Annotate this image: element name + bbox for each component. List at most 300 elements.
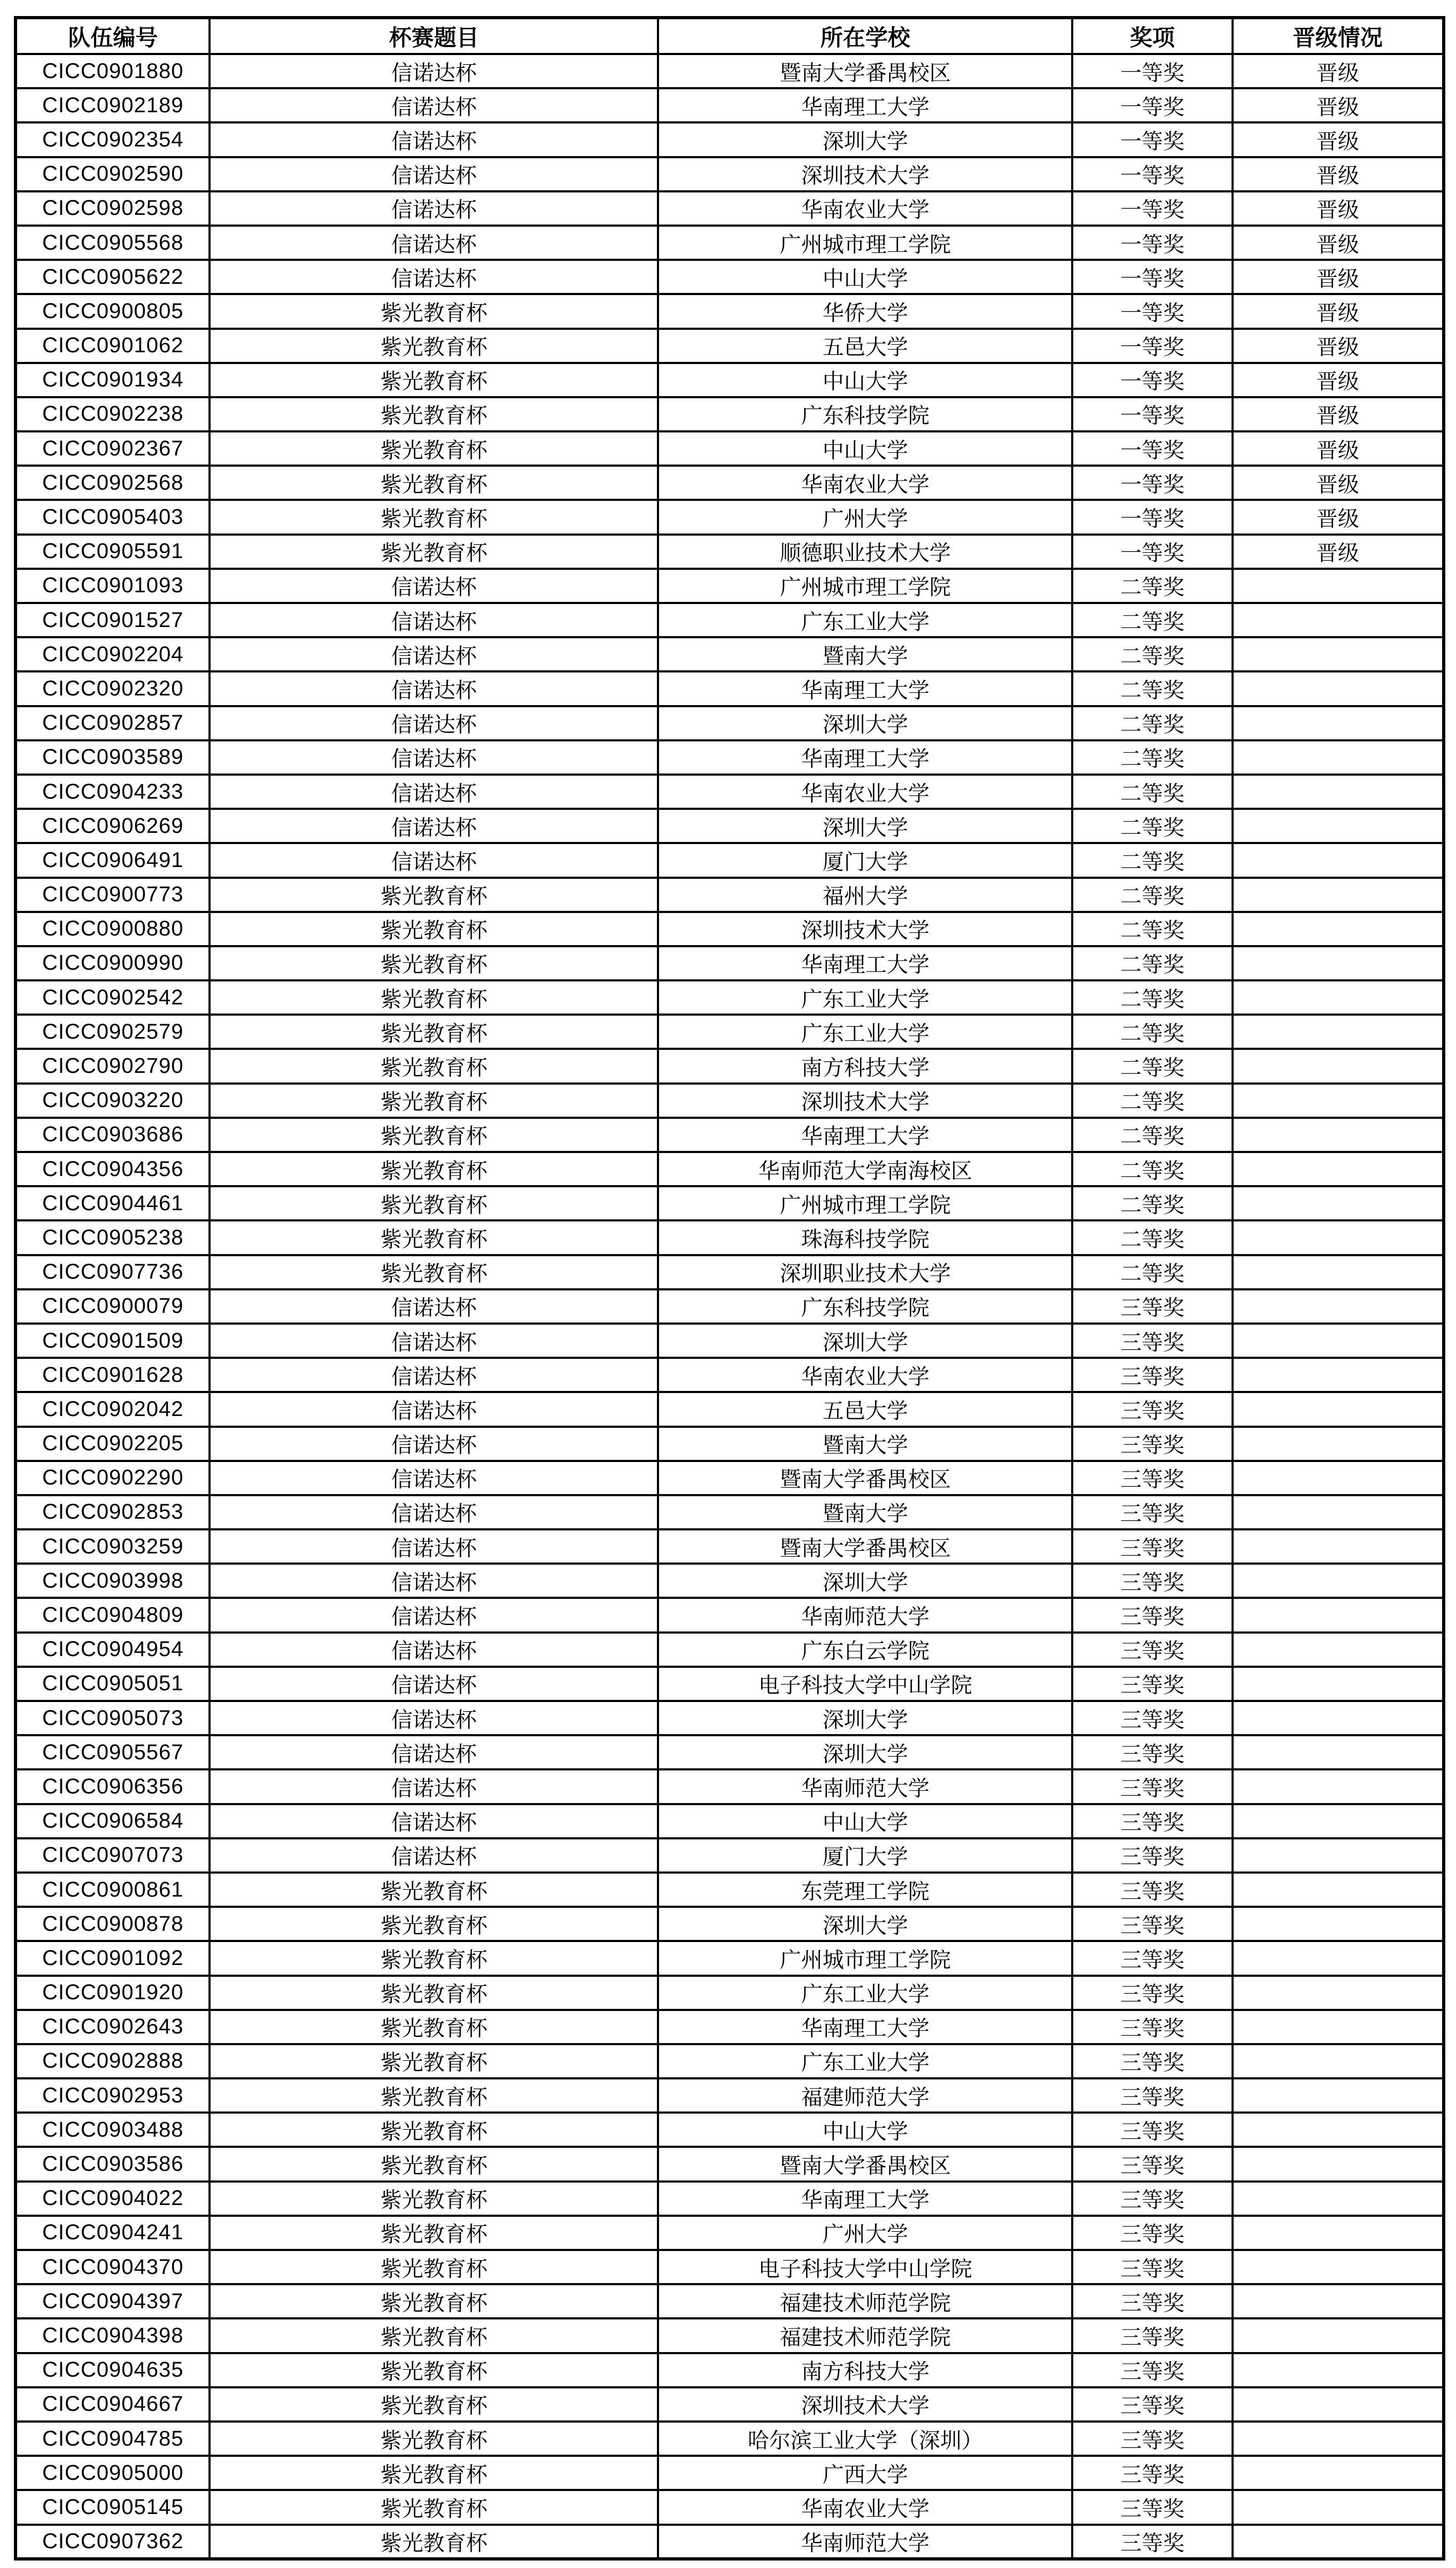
- cell-school: 华南农业大学: [658, 466, 1072, 500]
- cell-school: 广州大学: [658, 500, 1072, 534]
- cell-team-id: CICC0901628: [16, 1358, 210, 1392]
- cell-promotion: [1233, 1289, 1444, 1324]
- cell-cup: 信诺达杯: [210, 1769, 658, 1804]
- cell-team-id: CICC0902568: [16, 466, 210, 500]
- cell-award: 三等奖: [1072, 1838, 1232, 1873]
- cell-team-id: CICC0904022: [16, 2182, 210, 2216]
- cell-award: 三等奖: [1072, 1633, 1232, 1667]
- header-row: [16, 18, 1444, 54]
- cell-team-id: CICC0906269: [16, 809, 210, 843]
- table-row: [16, 1633, 1444, 1667]
- cell-award: 一等奖: [1072, 466, 1232, 500]
- cell-cup: 紫光教育杯: [210, 878, 658, 912]
- cell-cup: 信诺达杯: [210, 569, 658, 603]
- cell-team-id: CICC0900990: [16, 946, 210, 980]
- cell-cup: 信诺达杯: [210, 637, 658, 671]
- cell-promotion: [1233, 1152, 1444, 1186]
- table-row: [16, 1392, 1444, 1426]
- cell-team-id: CICC0904635: [16, 2353, 210, 2387]
- cell-award: 一等奖: [1072, 88, 1232, 122]
- cell-promotion: [1233, 946, 1444, 980]
- cell-promotion: [1233, 706, 1444, 740]
- table-row: [16, 260, 1444, 294]
- cell-cup: 紫光教育杯: [210, 980, 658, 1015]
- cell-award: 三等奖: [1072, 1461, 1232, 1495]
- cell-cup: 紫光教育杯: [210, 329, 658, 363]
- cell-promotion: [1233, 1255, 1444, 1289]
- cell-team-id: CICC0905051: [16, 1667, 210, 1701]
- cell-award: 三等奖: [1072, 1667, 1232, 1701]
- cell-team-id: CICC0900880: [16, 912, 210, 946]
- table-row: [16, 980, 1444, 1015]
- cell-cup: 信诺达杯: [210, 1289, 658, 1324]
- table-row: [16, 569, 1444, 603]
- table-row: [16, 2147, 1444, 2181]
- cell-cup: 信诺达杯: [210, 1461, 658, 1495]
- cell-award: 一等奖: [1072, 260, 1232, 294]
- cell-promotion: [1233, 878, 1444, 912]
- cell-award: 三等奖: [1072, 1907, 1232, 1941]
- cell-promotion: 晋级: [1233, 260, 1444, 294]
- cell-promotion: 晋级: [1233, 431, 1444, 466]
- cell-team-id: CICC0903259: [16, 1529, 210, 1564]
- cell-school: 深圳大学: [658, 122, 1072, 157]
- cell-school: 南方科技大学: [658, 2353, 1072, 2387]
- table-row: [16, 191, 1444, 226]
- cell-school: 华侨大学: [658, 294, 1072, 328]
- cell-award: 三等奖: [1072, 1941, 1232, 1975]
- cell-school: 福建技术师范学院: [658, 2318, 1072, 2353]
- cell-award: 一等奖: [1072, 500, 1232, 534]
- cell-promotion: [1233, 2078, 1444, 2113]
- cell-award: 二等奖: [1072, 706, 1232, 740]
- cell-promotion: 晋级: [1233, 122, 1444, 157]
- cell-school: 顺德职业技术大学: [658, 535, 1072, 569]
- table-row: [16, 1907, 1444, 1941]
- table-row: [16, 1564, 1444, 1598]
- cell-cup: 紫光教育杯: [210, 2078, 658, 2113]
- cell-promotion: [1233, 2525, 1444, 2559]
- cell-school: 中山大学: [658, 1804, 1072, 1838]
- cell-school: 中山大学: [658, 363, 1072, 397]
- table-row: [16, 1873, 1444, 1907]
- cell-promotion: [1233, 1873, 1444, 1907]
- cell-school: 深圳技术大学: [658, 1084, 1072, 1118]
- cell-cup: 信诺达杯: [210, 191, 658, 226]
- table-row: [16, 637, 1444, 671]
- cell-award: 三等奖: [1072, 1701, 1232, 1735]
- cell-award: 三等奖: [1072, 2318, 1232, 2353]
- cell-cup: 紫光教育杯: [210, 1220, 658, 1255]
- cell-school: 华南理工大学: [658, 1118, 1072, 1152]
- cell-school: 珠海科技学院: [658, 1220, 1072, 1255]
- cell-cup: 信诺达杯: [210, 1735, 658, 1769]
- table-row: [16, 54, 1444, 88]
- cell-team-id: CICC0906491: [16, 843, 210, 877]
- cell-cup: 信诺达杯: [210, 843, 658, 877]
- cell-school: 深圳大学: [658, 1907, 1072, 1941]
- table-row: [16, 2318, 1444, 2353]
- table-row: [16, 671, 1444, 706]
- cell-school: 华南理工大学: [658, 2182, 1072, 2216]
- cell-school: 华南理工大学: [658, 946, 1072, 980]
- cell-cup: 紫光教育杯: [210, 535, 658, 569]
- cell-school: 深圳技术大学: [658, 157, 1072, 191]
- cell-promotion: [1233, 1701, 1444, 1735]
- cell-team-id: CICC0903586: [16, 2147, 210, 2181]
- cell-school: 哈尔滨工业大学（深圳）: [658, 2422, 1072, 2456]
- cell-cup: 紫光教育杯: [210, 431, 658, 466]
- cell-award: 三等奖: [1072, 2216, 1232, 2250]
- cell-cup: 紫光教育杯: [210, 2456, 658, 2490]
- table-row: [16, 1324, 1444, 1358]
- cell-school: 深圳大学: [658, 706, 1072, 740]
- cell-promotion: 晋级: [1233, 54, 1444, 88]
- cell-cup: 信诺达杯: [210, 809, 658, 843]
- table-row: [16, 294, 1444, 328]
- cell-team-id: CICC0904370: [16, 2250, 210, 2284]
- table-row: [16, 2353, 1444, 2387]
- cell-award: 三等奖: [1072, 1324, 1232, 1358]
- cell-promotion: 晋级: [1233, 226, 1444, 260]
- cell-cup: 信诺达杯: [210, 1838, 658, 1873]
- cell-promotion: [1233, 1667, 1444, 1701]
- cell-school: 广州城市理工学院: [658, 1941, 1072, 1975]
- cell-promotion: 晋级: [1233, 466, 1444, 500]
- cell-team-id: CICC0902238: [16, 397, 210, 431]
- cell-school: 广东科技学院: [658, 397, 1072, 431]
- table-row: [16, 466, 1444, 500]
- cell-school: 华南理工大学: [658, 2010, 1072, 2044]
- cell-award: 三等奖: [1072, 1427, 1232, 1461]
- cell-promotion: [1233, 912, 1444, 946]
- cell-award: 一等奖: [1072, 54, 1232, 88]
- cell-team-id: CICC0902643: [16, 2010, 210, 2044]
- cell-cup: 信诺达杯: [210, 226, 658, 260]
- table-row: [16, 2525, 1444, 2559]
- cell-award: 三等奖: [1072, 1358, 1232, 1392]
- cell-team-id: CICC0902204: [16, 637, 210, 671]
- table-row: [16, 1152, 1444, 1186]
- cell-promotion: [1233, 1529, 1444, 1564]
- cell-promotion: 晋级: [1233, 294, 1444, 328]
- cell-school: 广州城市理工学院: [658, 226, 1072, 260]
- cell-award: 二等奖: [1072, 603, 1232, 637]
- results-table: [14, 16, 1445, 2561]
- cell-award: 二等奖: [1072, 1152, 1232, 1186]
- cell-cup: 紫光教育杯: [210, 1255, 658, 1289]
- cell-award: 三等奖: [1072, 2078, 1232, 2113]
- cell-award: 二等奖: [1072, 1186, 1232, 1220]
- cell-award: 三等奖: [1072, 1735, 1232, 1769]
- table-row: [16, 1015, 1444, 1049]
- cell-promotion: [1233, 1941, 1444, 1975]
- cell-cup: 信诺达杯: [210, 1324, 658, 1358]
- cell-award: 二等奖: [1072, 569, 1232, 603]
- cell-award: 三等奖: [1072, 2044, 1232, 2078]
- table-row: [16, 2182, 1444, 2216]
- table-body: [16, 54, 1444, 2559]
- cell-promotion: [1233, 2422, 1444, 2456]
- table-row: [16, 1598, 1444, 1632]
- cell-team-id: CICC0904398: [16, 2318, 210, 2353]
- cell-promotion: [1233, 569, 1444, 603]
- cell-team-id: CICC0902888: [16, 2044, 210, 2078]
- cell-cup: 紫光教育杯: [210, 2490, 658, 2524]
- cell-promotion: [1233, 1015, 1444, 1049]
- table-row: [16, 912, 1444, 946]
- cell-school: 厦门大学: [658, 843, 1072, 877]
- cell-promotion: 晋级: [1233, 157, 1444, 191]
- cell-school: 福建师范大学: [658, 2078, 1072, 2113]
- cell-team-id: CICC0905622: [16, 260, 210, 294]
- cell-school: 中山大学: [658, 260, 1072, 294]
- cell-cup: 信诺达杯: [210, 1427, 658, 1461]
- cell-school: 华南师范大学: [658, 1769, 1072, 1804]
- table-row: [16, 775, 1444, 809]
- cell-team-id: CICC0902205: [16, 1427, 210, 1461]
- cell-team-id: CICC0905073: [16, 1701, 210, 1735]
- cell-team-id: CICC0905145: [16, 2490, 210, 2524]
- cell-cup: 信诺达杯: [210, 603, 658, 637]
- cell-school: 深圳技术大学: [658, 2387, 1072, 2422]
- table-row: [16, 1804, 1444, 1838]
- cell-team-id: CICC0900805: [16, 294, 210, 328]
- table-row: [16, 1941, 1444, 1975]
- cell-team-id: CICC0901934: [16, 363, 210, 397]
- cell-school: 中山大学: [658, 2113, 1072, 2147]
- cell-promotion: [1233, 2216, 1444, 2250]
- cell-school: 深圳大学: [658, 1564, 1072, 1598]
- cell-promotion: [1233, 1976, 1444, 2010]
- cell-cup: 紫光教育杯: [210, 912, 658, 946]
- cell-team-id: CICC0900079: [16, 1289, 210, 1324]
- cell-cup: 紫光教育杯: [210, 2044, 658, 2078]
- cell-school: 华南师范大学: [658, 2525, 1072, 2559]
- cell-cup: 信诺达杯: [210, 1598, 658, 1632]
- cell-cup: 紫光教育杯: [210, 2284, 658, 2318]
- cell-promotion: [1233, 2044, 1444, 2078]
- table-row: [16, 1769, 1444, 1804]
- cell-school: 广西大学: [658, 2456, 1072, 2490]
- table-row: [16, 1461, 1444, 1495]
- cell-team-id: CICC0907073: [16, 1838, 210, 1873]
- cell-school: 广东工业大学: [658, 1015, 1072, 1049]
- cell-promotion: [1233, 1461, 1444, 1495]
- cell-cup: 紫光教育杯: [210, 1976, 658, 2010]
- cell-school: 广东工业大学: [658, 980, 1072, 1015]
- cell-cup: 信诺达杯: [210, 1804, 658, 1838]
- table-row: [16, 843, 1444, 877]
- table-row: [16, 157, 1444, 191]
- cell-team-id: CICC0901093: [16, 569, 210, 603]
- cell-cup: 紫光教育杯: [210, 2216, 658, 2250]
- cell-promotion: [1233, 1633, 1444, 1667]
- cell-award: 一等奖: [1072, 329, 1232, 363]
- cell-award: 三等奖: [1072, 2147, 1232, 2181]
- table-row: [16, 1255, 1444, 1289]
- table-row: [16, 2284, 1444, 2318]
- cell-promotion: [1233, 2318, 1444, 2353]
- cell-school: 广州城市理工学院: [658, 1186, 1072, 1220]
- cell-cup: 紫光教育杯: [210, 1049, 658, 1083]
- header-cell-cup: 杯赛题目: [210, 18, 658, 54]
- table-row: [16, 1976, 1444, 2010]
- cell-team-id: CICC0901880: [16, 54, 210, 88]
- cell-team-id: CICC0903220: [16, 1084, 210, 1118]
- cell-award: 二等奖: [1072, 671, 1232, 706]
- table-row: [16, 946, 1444, 980]
- cell-promotion: [1233, 1324, 1444, 1358]
- cell-school: 五邑大学: [658, 329, 1072, 363]
- cell-promotion: 晋级: [1233, 191, 1444, 226]
- cell-school: 深圳技术大学: [658, 912, 1072, 946]
- cell-promotion: [1233, 1049, 1444, 1083]
- table-row: [16, 1049, 1444, 1083]
- table-row: [16, 2010, 1444, 2044]
- cell-promotion: [1233, 809, 1444, 843]
- cell-promotion: 晋级: [1233, 329, 1444, 363]
- cell-award: 三等奖: [1072, 1873, 1232, 1907]
- cell-school: 福州大学: [658, 878, 1072, 912]
- cell-team-id: CICC0901527: [16, 603, 210, 637]
- cell-promotion: [1233, 637, 1444, 671]
- table-row: [16, 363, 1444, 397]
- cell-school: 广州城市理工学院: [658, 569, 1072, 603]
- cell-team-id: CICC0907362: [16, 2525, 210, 2559]
- cell-team-id: CICC0904809: [16, 1598, 210, 1632]
- cell-promotion: 晋级: [1233, 535, 1444, 569]
- table-row: [16, 1735, 1444, 1769]
- cell-team-id: CICC0902598: [16, 191, 210, 226]
- table-row: [16, 2456, 1444, 2490]
- cell-team-id: CICC0904785: [16, 2422, 210, 2456]
- cell-promotion: 晋级: [1233, 500, 1444, 534]
- cell-award: 三等奖: [1072, 1976, 1232, 2010]
- cell-promotion: [1233, 1804, 1444, 1838]
- cell-cup: 紫光教育杯: [210, 2353, 658, 2387]
- cell-cup: 信诺达杯: [210, 1564, 658, 1598]
- cell-award: 三等奖: [1072, 1769, 1232, 1804]
- table-row: [16, 2490, 1444, 2524]
- cell-promotion: [1233, 2490, 1444, 2524]
- cell-team-id: CICC0902320: [16, 671, 210, 706]
- cell-cup: 信诺达杯: [210, 775, 658, 809]
- table-row: [16, 1220, 1444, 1255]
- cell-cup: 信诺达杯: [210, 157, 658, 191]
- cell-promotion: [1233, 2456, 1444, 2490]
- cell-cup: 紫光教育杯: [210, 1873, 658, 1907]
- cell-team-id: CICC0905000: [16, 2456, 210, 2490]
- cell-cup: 信诺达杯: [210, 1495, 658, 1529]
- cell-award: 二等奖: [1072, 912, 1232, 946]
- cell-team-id: CICC0904241: [16, 2216, 210, 2250]
- cell-school: 深圳大学: [658, 1324, 1072, 1358]
- cell-cup: 紫光教育杯: [210, 1186, 658, 1220]
- cell-team-id: CICC0903488: [16, 2113, 210, 2147]
- cell-promotion: [1233, 2147, 1444, 2181]
- cell-school: 深圳职业技术大学: [658, 1255, 1072, 1289]
- cell-award: 三等奖: [1072, 2182, 1232, 2216]
- cell-team-id: CICC0904954: [16, 1633, 210, 1667]
- table-row: [16, 88, 1444, 122]
- table-row: [16, 1667, 1444, 1701]
- cell-promotion: [1233, 603, 1444, 637]
- cell-team-id: CICC0904461: [16, 1186, 210, 1220]
- cell-promotion: [1233, 1564, 1444, 1598]
- cell-award: 一等奖: [1072, 535, 1232, 569]
- cell-promotion: [1233, 2182, 1444, 2216]
- table-row: [16, 740, 1444, 775]
- cell-team-id: CICC0902953: [16, 2078, 210, 2113]
- header-cell-award: 奖项: [1072, 18, 1232, 54]
- cell-school: 中山大学: [658, 431, 1072, 466]
- cell-school: 东莞理工学院: [658, 1873, 1072, 1907]
- cell-cup: 紫光教育杯: [210, 1015, 658, 1049]
- table-header: [16, 18, 1444, 54]
- cell-school: 暨南大学: [658, 1427, 1072, 1461]
- cell-award: 三等奖: [1072, 2490, 1232, 2524]
- cell-cup: 紫光教育杯: [210, 946, 658, 980]
- cell-cup: 紫光教育杯: [210, 1084, 658, 1118]
- table-row: [16, 2250, 1444, 2284]
- cell-promotion: [1233, 1186, 1444, 1220]
- cell-cup: 紫光教育杯: [210, 1941, 658, 1975]
- cell-cup: 紫光教育杯: [210, 363, 658, 397]
- cell-award: 二等奖: [1072, 980, 1232, 1015]
- cell-team-id: CICC0903589: [16, 740, 210, 775]
- cell-school: 深圳大学: [658, 1735, 1072, 1769]
- header-cell-school: 所在学校: [658, 18, 1072, 54]
- cell-team-id: CICC0901092: [16, 1941, 210, 1975]
- cell-award: 二等奖: [1072, 1118, 1232, 1152]
- cell-promotion: [1233, 671, 1444, 706]
- cell-cup: 信诺达杯: [210, 1667, 658, 1701]
- table-row: [16, 2387, 1444, 2422]
- cell-school: 广东工业大学: [658, 1976, 1072, 2010]
- cell-award: 三等奖: [1072, 1598, 1232, 1632]
- cell-school: 华南理工大学: [658, 88, 1072, 122]
- table-row: [16, 1084, 1444, 1118]
- cell-award: 二等奖: [1072, 775, 1232, 809]
- cell-school: 广东工业大学: [658, 2044, 1072, 2078]
- cell-school: 华南师范大学南海校区: [658, 1152, 1072, 1186]
- cell-school: 广东工业大学: [658, 603, 1072, 637]
- cell-team-id: CICC0902042: [16, 1392, 210, 1426]
- cell-promotion: [1233, 980, 1444, 1015]
- cell-award: 二等奖: [1072, 946, 1232, 980]
- cell-team-id: CICC0901062: [16, 329, 210, 363]
- cell-cup: 紫光教育杯: [210, 294, 658, 328]
- cell-award: 一等奖: [1072, 226, 1232, 260]
- cell-team-id: CICC0902290: [16, 1461, 210, 1495]
- cell-promotion: [1233, 1427, 1444, 1461]
- cell-school: 华南师范大学: [658, 1598, 1072, 1632]
- cell-award: 一等奖: [1072, 363, 1232, 397]
- cell-award: 三等奖: [1072, 1289, 1232, 1324]
- cell-award: 三等奖: [1072, 2456, 1232, 2490]
- cell-promotion: [1233, 1838, 1444, 1873]
- cell-school: 广东白云学院: [658, 1633, 1072, 1667]
- cell-award: 一等奖: [1072, 294, 1232, 328]
- cell-award: 三等奖: [1072, 2250, 1232, 2284]
- cell-cup: 信诺达杯: [210, 1529, 658, 1564]
- table-row: [16, 2216, 1444, 2250]
- table-row: [16, 1358, 1444, 1392]
- cell-promotion: [1233, 2353, 1444, 2387]
- cell-school: 广东科技学院: [658, 1289, 1072, 1324]
- cell-team-id: CICC0905567: [16, 1735, 210, 1769]
